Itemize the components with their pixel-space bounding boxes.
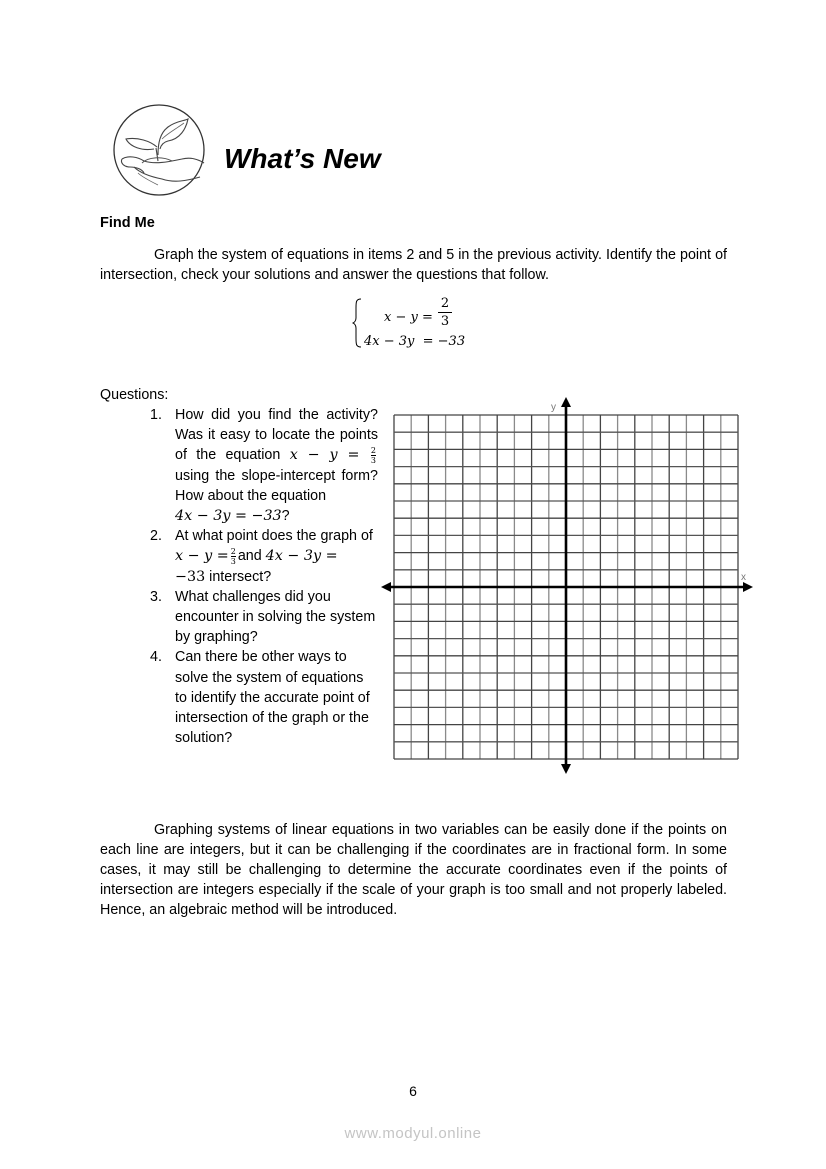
equation-1-fraction xyxy=(438,296,452,329)
equation-2: 4x − 3y = −33 xyxy=(364,334,466,349)
questions-label: Questions: xyxy=(100,387,169,403)
closing-paragraph xyxy=(100,820,727,920)
inline-math: 4x − 3y = xyxy=(265,548,338,565)
fraction-numerator: 2 xyxy=(230,547,236,557)
inline-fraction xyxy=(231,547,236,566)
question-text: and xyxy=(237,548,262,565)
inline-math: 4x − 3y = −33 xyxy=(175,508,282,525)
inline-math: x − y = xyxy=(289,447,360,464)
coordinate-plane xyxy=(380,396,756,776)
left-brace-icon xyxy=(352,298,362,348)
x-axis-label: x xyxy=(741,572,746,583)
equation-system xyxy=(352,296,482,356)
activity-title: Find Me xyxy=(100,215,155,231)
question-item xyxy=(150,526,378,587)
fraction-numerator: 2 xyxy=(440,296,450,311)
watermark: www.modyul.online xyxy=(344,1125,482,1142)
hand-holding-seedling-icon xyxy=(112,103,206,197)
equation-1-lhs: x − y = xyxy=(384,310,433,325)
fraction-denominator: 3 xyxy=(440,314,450,329)
question-text: using the slope-intercept form? How about the equation xyxy=(175,467,378,504)
fraction-denominator: 3 xyxy=(230,557,236,567)
question-item xyxy=(150,647,378,748)
inline-fraction xyxy=(371,446,376,465)
fraction-bar xyxy=(438,312,452,313)
question-text: At what point does the graph of xyxy=(175,528,373,545)
question-number: 3. xyxy=(150,588,162,605)
question-number: 4. xyxy=(150,649,162,666)
axes xyxy=(381,397,753,774)
x-axis-right-arrow-icon xyxy=(743,582,753,592)
coordinate-grid xyxy=(380,396,756,776)
y-axis-up-arrow-icon xyxy=(561,397,571,407)
x-axis-left-arrow-icon xyxy=(381,582,391,592)
question-number: 2. xyxy=(150,528,162,545)
question-item xyxy=(150,405,378,526)
closing-text: Graphing systems of linear equations in two variables can be easily done if the points on each line are integers, but it can be challenging if the coordinates are in fractional form. In some cases, it may still be challenging to determine the accurate coordinates even if the points of intersection are integers especially if the scale of your graph is too small and not properly labeled. Hence, an algebraic method will be introduced. xyxy=(100,822,727,918)
question-text: Can there be other ways to solve the system of equations to identify the accurate point of intersection of the graph or the solution? xyxy=(175,649,370,747)
question-text: What challenges did you encounter in solving the system by graphing? xyxy=(175,588,376,646)
inline-math: −33 xyxy=(175,568,206,585)
section-title: What’s New xyxy=(224,143,381,174)
questions-list xyxy=(150,405,378,748)
activity-instructions xyxy=(100,245,727,285)
question-number: 1. xyxy=(150,407,162,423)
y-axis-down-arrow-icon xyxy=(561,764,571,774)
question-text: How did you find the activity? Was it easy to locate the points of the equation xyxy=(175,407,378,464)
instructions-text: Graph the system of equations in items 2 and 5 in the previous activity. Identify the point of intersection, check your solutions and answer the questions that follow. xyxy=(100,247,727,283)
y-axis-label: y xyxy=(551,402,556,413)
question-text: intersect? xyxy=(209,568,272,585)
inline-math: x − y = xyxy=(175,548,229,565)
question-text: ? xyxy=(281,508,290,525)
page-number: 6 xyxy=(409,1083,417,1099)
fraction-numerator: 2 xyxy=(370,446,376,456)
fraction-denominator: 3 xyxy=(370,456,376,466)
question-item xyxy=(150,587,378,648)
